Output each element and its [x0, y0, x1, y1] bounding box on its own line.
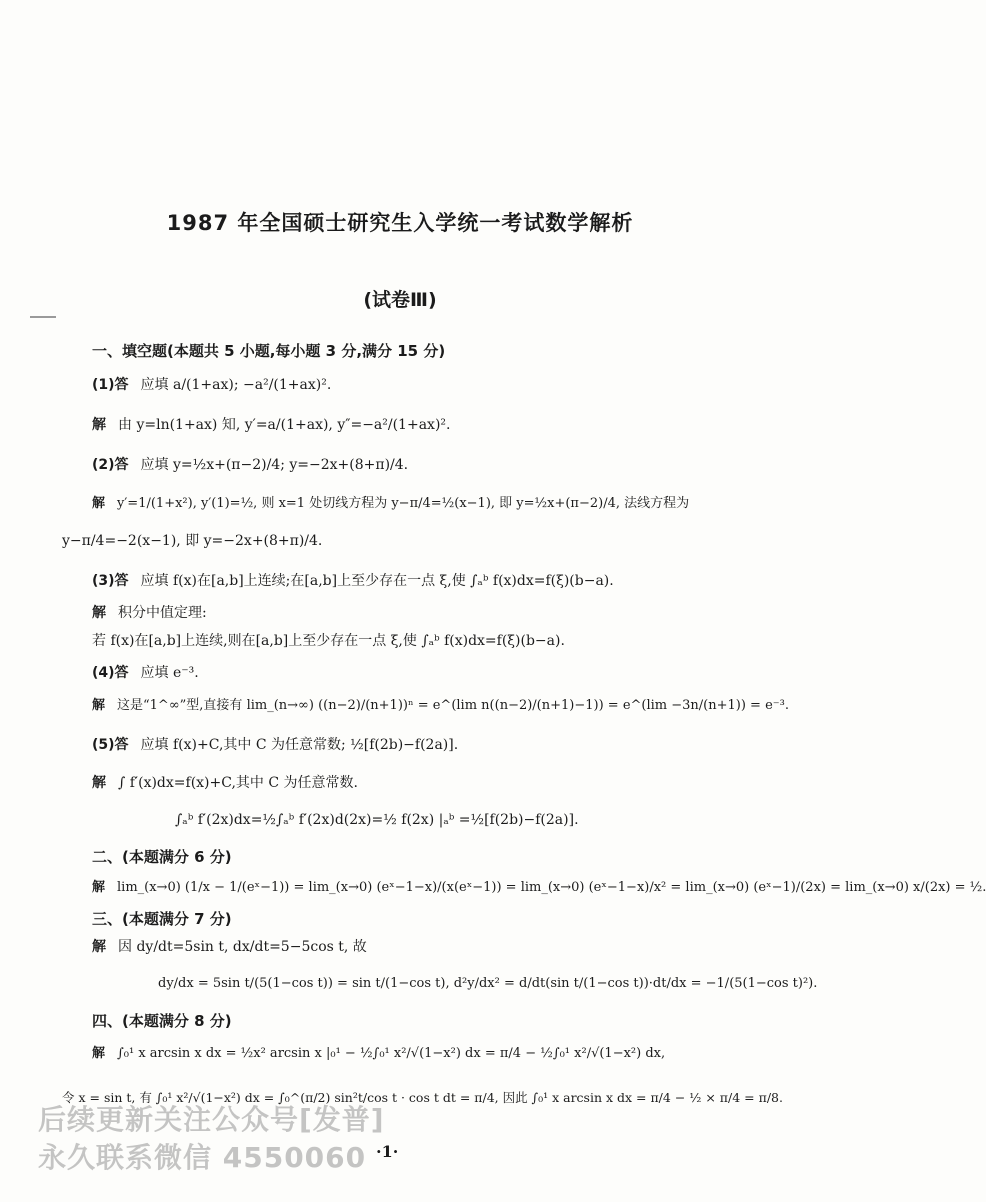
solution-label: 解	[92, 939, 106, 955]
solution-text: lim_(x→0) (1/x − 1/(eˣ−1)) = lim_(x→0) (eˣ−1−x)/(x(eˣ−1)) = lim_(x→0) (eˣ−1−x)/x² = lim_(x→0) (eˣ−1)/(2x) = lim_(x→0) x/(2x) = ½.	[117, 880, 986, 895]
solution-text: 由 y=ln(1+ax) 知, y′=a/(1+ax), y″=−a²/(1+ax)².	[118, 417, 451, 433]
solution-text: ∫ f′(x)dx=f(x)+C,其中 C 为任意常数.	[118, 775, 358, 791]
solution-5	[92, 772, 358, 792]
solution-3	[92, 602, 207, 622]
answer-text: 应填 f(x)在[a,b]上连续;在[a,b]上至少存在一点 ξ,使 ∫ₐᵇ f(x)dx=f(ξ)(b−a).	[140, 573, 614, 589]
solution-6	[92, 876, 986, 895]
page-number: ·1·	[376, 1142, 399, 1161]
page-subtitle: (试卷Ⅲ)	[363, 289, 437, 311]
solution-label: 解	[92, 605, 106, 621]
answer-1	[92, 374, 331, 394]
solution-label: 解	[92, 496, 106, 511]
answer-5	[92, 734, 458, 754]
answer-text: 应填 y=½x+(π−2)/4; y=−2x+(8+π)/4.	[140, 457, 409, 473]
section-heading-4: 四、(本题满分 8 分)	[92, 1012, 232, 1030]
solution-2-continued: y−π/4=−2(x−1), 即 y=−2x+(8+π)/4.	[62, 533, 323, 549]
solution-text: y′=1/(1+x²), y′(1)=½, 则 x=1 处切线方程为 y−π/4=½(x−1), 即 y=½x+(π−2)/4, 法线方程为	[117, 496, 690, 511]
answer-text: 应填 f(x)+C,其中 C 为任意常数; ½[f(2b)−f(2a)].	[140, 737, 459, 753]
solution-text: 这是“1^∞”型,直接有 lim_(n→∞) ((n−2)/(n+1))ⁿ = e^(lim n((n−2)/(n+1)−1)) = e^(lim −3n/(n+1)) = e⁻³.	[117, 698, 789, 713]
answer-3	[92, 570, 614, 590]
answer-label: (4)答	[92, 665, 129, 681]
section-heading-3: 三、(本题满分 7 分)	[92, 910, 232, 928]
solution-2	[92, 492, 689, 511]
solution-7-continued: dy/dx = 5sin t/(5(1−cos t)) = sin t/(1−cos t), d²y/dx² = d/dt(sin t/(1−cos t))·dt/dx = −1/(5(1−cos t)²).	[158, 976, 818, 991]
page-title: 1987 年全国硕士研究生入学统一考试数学解析	[166, 211, 634, 235]
scan-mark	[30, 316, 56, 318]
solution-label: 解	[92, 1046, 106, 1061]
solution-label: 解	[92, 417, 106, 433]
solution-8	[92, 1042, 665, 1061]
section-heading-2: 二、(本题满分 6 分)	[92, 848, 232, 866]
solution-3-continued: 若 f(x)在[a,b]上连续,则在[a,b]上至少存在一点 ξ,使 ∫ₐᵇ f(x)dx=f(ξ)(b−a).	[92, 633, 565, 649]
solution-7	[92, 936, 367, 956]
answer-label: (3)答	[92, 573, 129, 589]
solution-5-continued: ∫ₐᵇ f′(2x)dx=½∫ₐᵇ f′(2x)d(2x)=½ f(2x) |ₐᵇ =½[f(2b)−f(2a)].	[175, 812, 579, 828]
answer-4	[92, 662, 199, 682]
answer-label: (2)答	[92, 457, 129, 473]
answer-2	[92, 454, 408, 474]
watermark-line-1: 后续更新关注公众号[发普]	[38, 1103, 385, 1136]
solution-text: 积分中值定理:	[118, 605, 207, 621]
answer-text: 应填 a/(1+ax); −a²/(1+ax)².	[140, 377, 332, 393]
solution-8-continued: 令 x = sin t, 有 ∫₀¹ x²/√(1−x²) dx = ∫₀^(π/2) sin²t/cos t · cos t dt = π/4, 因此 ∫₀¹ x arcsin x dx = π/4 − ½ × π/4 = π/8.	[62, 1090, 783, 1105]
solution-label: 解	[92, 880, 106, 895]
solution-1	[92, 414, 450, 434]
section-heading-1: 一、填空题(本题共 5 小题,每小题 3 分,满分 15 分)	[92, 342, 446, 360]
solution-4	[92, 694, 789, 713]
solution-label: 解	[92, 775, 106, 791]
solution-text: ∫₀¹ x arcsin x dx = ½x² arcsin x |₀¹ − ½∫₀¹ x²/√(1−x²) dx = π/4 − ½∫₀¹ x²/√(1−x²) dx,	[117, 1046, 666, 1061]
solution-label: 解	[92, 698, 106, 713]
watermark-line-2: 永久联系微信 4550060	[38, 1141, 367, 1174]
answer-text: 应填 e⁻³.	[140, 665, 199, 681]
answer-label: (5)答	[92, 737, 129, 753]
answer-label: (1)答	[92, 377, 129, 393]
solution-text: 因 dy/dt=5sin t, dx/dt=5−5cos t, 故	[118, 939, 367, 955]
